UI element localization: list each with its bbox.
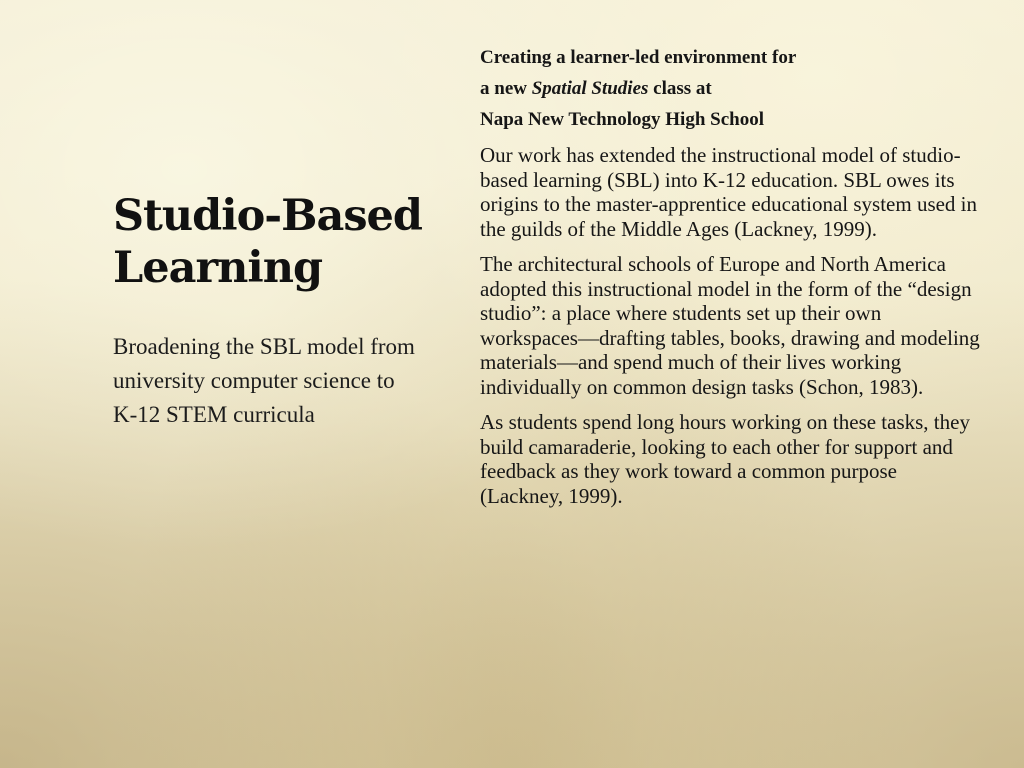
slide-title: Studio-Based Learning — [113, 191, 422, 293]
heading-line-3: Napa New Technology High School — [480, 109, 764, 130]
body-paragraph-1: Our work has extended the instructional model of studio-based learning (SBL) into K-12 education. SBL owes its origins to the master-apprentice educational system used in the guilds of the Middle Ages (Lackney, 1999). — [480, 143, 978, 241]
body-paragraph-3: As students spend long hours working on these tasks, they build camaraderie, looking to each other for support and feedback as they work toward a common purpose (Lackney, 1999). — [480, 410, 970, 508]
heading-line-1: Creating a learner-led environment for — [480, 47, 797, 68]
heading-line-2-suffix: class at — [648, 78, 712, 99]
body-paragraph-2: The architectural schools of Europe and North America adopted this instructional model in the form of the “design studio”: a place where students set up their own workspaces—drafting tables, books, drawing and modeling materials—and spend much of their lives working individually on common design tasks (Schon, 1983). — [480, 252, 980, 399]
heading-line-2 — [480, 73, 980, 104]
heading-line-2-prefix: a new — [480, 78, 532, 99]
content-column — [480, 42, 980, 508]
heading-course-name: Spatial Studies — [531, 78, 649, 99]
slide-subtitle: Broadening the SBL model from university computer science to K-12 STEM curricula — [113, 334, 415, 427]
